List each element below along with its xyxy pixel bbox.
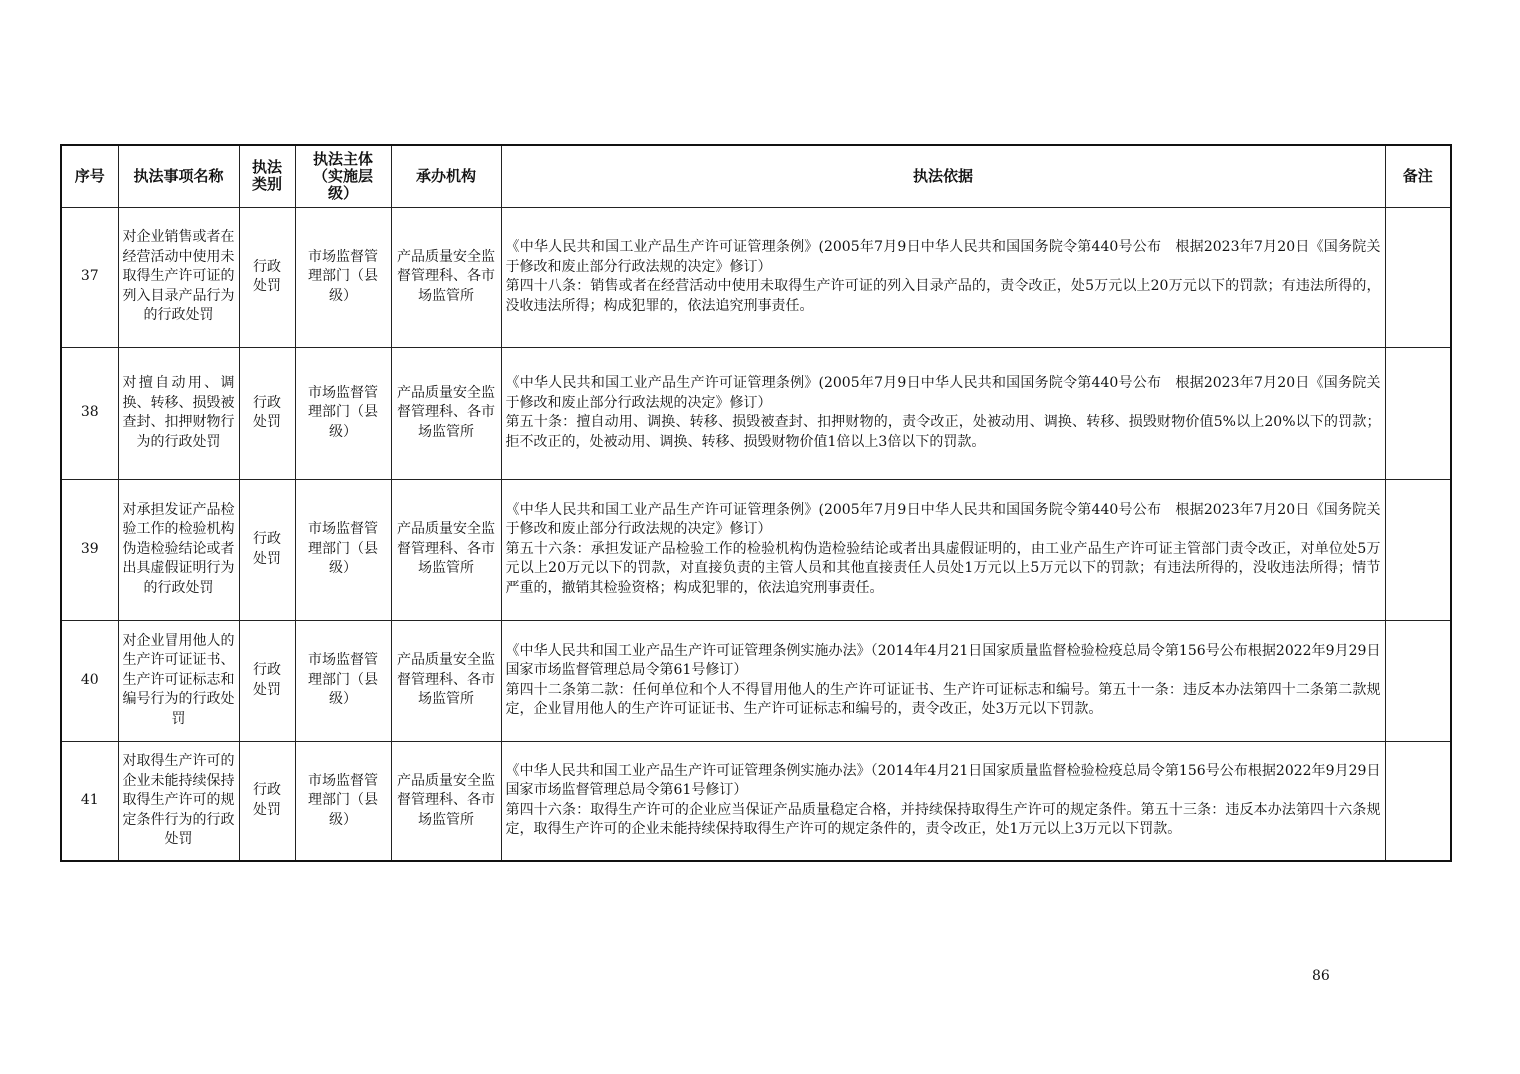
header-remark: 备注 <box>1385 145 1451 207</box>
row-subject: 市场监督管理部门（县级） <box>295 207 391 347</box>
table-row <box>61 207 1451 347</box>
row-office: 产品质量安全监督管理科、各市场监管所 <box>391 347 501 479</box>
table-row <box>61 741 1451 861</box>
header-basis: 执法依据 <box>501 145 1385 207</box>
header-row <box>61 145 1451 207</box>
row-subject: 市场监督管理部门（县级） <box>295 620 391 741</box>
row-subject: 市场监督管理部门（县级） <box>295 741 391 861</box>
row-office: 产品质量安全监督管理科、各市场监管所 <box>391 620 501 741</box>
row-subject: 市场监督管理部门（县级） <box>295 347 391 479</box>
row-remark <box>1385 741 1451 861</box>
row-basis: 《中华人民共和国工业产品生产许可证管理条例实施办法》（2014年4月21日国家质量监督检验检疫总局令第156号公布根据2022年9月29日国家市场监督管理总局令第61号修订） 第四十二条第二款：任何单位和个人不得冒用他人的生产许可证证书、生产许可证标志和编号。第五十一条：违反本办法第四十二条第二款规定，企业冒用他人的生产许可证证书、生产许可证标志和编号的，责令改正，处3万元以下罚款。 <box>501 620 1385 741</box>
row-subject: 市场监督管理部门（县级） <box>295 479 391 620</box>
row-seq: 38 <box>61 347 118 479</box>
row-remark <box>1385 207 1451 347</box>
page-number: 86 <box>1312 968 1330 984</box>
row-seq: 40 <box>61 620 118 741</box>
row-basis: 《中华人民共和国工业产品生产许可证管理条例实施办法》（2014年4月21日国家质量监督检验检疫总局令第156号公布根据2022年9月29日国家市场监督管理总局令第61号修订） 第四十六条：取得生产许可的企业应当保证产品质量稳定合格，并持续保持取得生产许可的规定条件。第五十三条：违反本办法第四十六条规定，取得生产许可的企业未能持续保持取得生产许可的规定条件的，责令改正，处1万元以上3万元以下罚款。 <box>501 741 1385 861</box>
row-category: 行政处罚 <box>239 207 295 347</box>
header-subject: 执法主体（实施层级） <box>295 145 391 207</box>
header-seq: 序号 <box>61 145 118 207</box>
table-row <box>61 479 1451 620</box>
table-row <box>61 620 1451 741</box>
row-name: 对取得生产许可的企业未能持续保持取得生产许可的规定条件行为的行政处罚 <box>118 741 239 861</box>
enforcement-table <box>60 144 1452 862</box>
header-name: 执法事项名称 <box>118 145 239 207</box>
header-office: 承办机构 <box>391 145 501 207</box>
row-remark <box>1385 347 1451 479</box>
row-category: 行政处罚 <box>239 620 295 741</box>
row-category: 行政处罚 <box>239 479 295 620</box>
row-basis: 《中华人民共和国工业产品生产许可证管理条例》(2005年7月9日中华人民共和国国务院令第440号公布 根据2023年7月20日《国务院关于修改和废止部分行政法规的决定》修订） 第五十条：擅自动用、调换、转移、损毁被查封、扣押财物的，责令改正，处被动用、调换、转移、损毁财物价值5%以上20%以下的罚款；拒不改正的，处被动用、调换、转移、损毁财物价值1倍以上3倍以下的罚款。 <box>501 347 1385 479</box>
row-category: 行政处罚 <box>239 741 295 861</box>
table-body <box>61 207 1451 861</box>
row-basis: 《中华人民共和国工业产品生产许可证管理条例》(2005年7月9日中华人民共和国国务院令第440号公布 根据2023年7月20日《国务院关于修改和废止部分行政法规的决定》修订） 第四十八条：销售或者在经营活动中使用未取得生产许可证的列入目录产品的，责令改正，处5万元以上20万元以下的罚款；有违法所得的，没收违法所得；构成犯罪的，依法追究刑事责任。 <box>501 207 1385 347</box>
row-office: 产品质量安全监督管理科、各市场监管所 <box>391 207 501 347</box>
row-name: 对承担发证产品检验工作的检验机构伪造检验结论或者出具虚假证明行为的行政处罚 <box>118 479 239 620</box>
row-seq: 41 <box>61 741 118 861</box>
row-category: 行政处罚 <box>239 347 295 479</box>
table-row <box>61 347 1451 479</box>
row-seq: 37 <box>61 207 118 347</box>
row-name: 对企业销售或者在经营活动中使用未取得生产许可证的列入目录产品行为的行政处罚 <box>118 207 239 347</box>
row-office: 产品质量安全监督管理科、各市场监管所 <box>391 741 501 861</box>
row-office: 产品质量安全监督管理科、各市场监管所 <box>391 479 501 620</box>
row-remark <box>1385 479 1451 620</box>
row-name: 对擅自动用、调换、转移、损毁被查封、扣押财物行为的行政处罚 <box>118 347 239 479</box>
row-remark <box>1385 620 1451 741</box>
row-seq: 39 <box>61 479 118 620</box>
header-category: 执法类别 <box>239 145 295 207</box>
row-name: 对企业冒用他人的生产许可证证书、生产许可证标志和编号行为的行政处罚 <box>118 620 239 741</box>
row-basis: 《中华人民共和国工业产品生产许可证管理条例》(2005年7月9日中华人民共和国国务院令第440号公布 根据2023年7月20日《国务院关于修改和废止部分行政法规的决定》修订） 第五十六条：承担发证产品检验工作的检验机构伪造检验结论或者出具虚假证明的，由工业产品生产许可证主管部门责令改正，对单位处5万元以上20万元以下的罚款，对直接负责的主管人员和其他直接责任人员处1万元以上5万元以下的罚款；有违法所得的，没收违法所得；情节严重的，撤销其检验资格；构成犯罪的，依法追究刑事责任。 <box>501 479 1385 620</box>
